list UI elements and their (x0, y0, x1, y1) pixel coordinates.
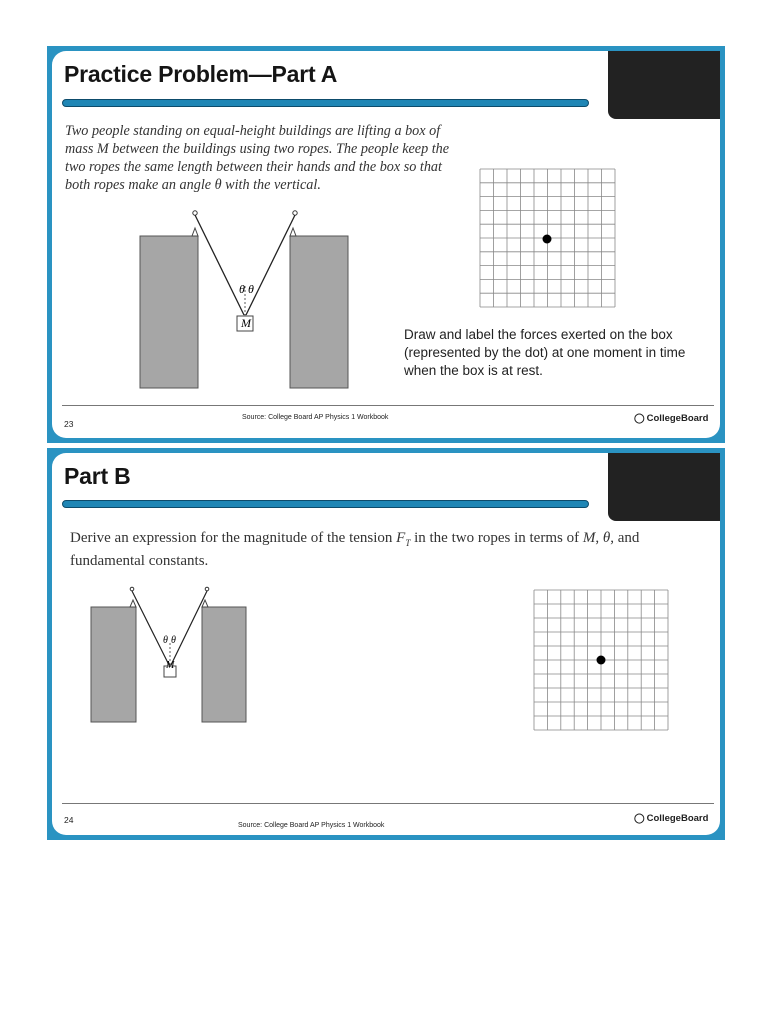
tension-subscript: T (405, 538, 411, 548)
slide-title: Part B (64, 463, 131, 489)
left-building (91, 607, 136, 722)
corner-block (608, 453, 720, 521)
page-number: 24 (64, 815, 74, 825)
problem-prompt (70, 529, 670, 570)
corner-block (608, 51, 720, 119)
collegeboard-logo (634, 813, 708, 824)
slide-title: Practice Problem—Part A (64, 61, 338, 87)
slide-body (52, 51, 720, 438)
left-person (130, 600, 136, 607)
prompt-text-c: , and (610, 530, 640, 546)
buildings-diagram (132, 206, 362, 396)
angle-label-right: θ (171, 635, 176, 646)
left-rope (132, 591, 169, 665)
collegeboard-logo (634, 413, 708, 424)
slide-part-a (47, 46, 725, 443)
box-label: M (241, 316, 251, 330)
right-building (202, 607, 246, 722)
page-number: 23 (64, 419, 74, 429)
left-building (140, 236, 198, 388)
title-underline (62, 500, 589, 508)
footer-divider (62, 405, 714, 406)
logo-text: CollegeBoard (646, 413, 709, 424)
acorn-icon: ◯ (634, 413, 645, 424)
comma: , (595, 530, 603, 546)
acorn-icon: ◯ (634, 813, 645, 824)
instruction-text: Draw and label the forces exerted on the box (represented by the dot) at one moment in time when the box is at rest. (404, 327, 686, 378)
right-person (202, 600, 208, 607)
right-building (290, 236, 348, 388)
prompt-text-a: Derive an expression for the magnitude of the tension (70, 530, 397, 546)
left-rope (195, 215, 244, 315)
problem-prompt: Two people standing on equal-height buildings are lifting a box of mass M between the buildings using two ropes. The people keep the two ropes the same length between their hands and the box so that both ropes make an angle θ with the vertical. (65, 123, 450, 193)
left-person (192, 228, 198, 236)
angle-label-right: θ (248, 282, 254, 296)
right-person (290, 228, 296, 236)
footer-divider (62, 803, 714, 804)
mass-symbol: M (582, 530, 596, 546)
title-underline (62, 99, 589, 107)
source-text: Source: College Board AP Physics 1 Workbook (242, 414, 389, 421)
prompt-text-b: in the two ropes in terms of (410, 530, 583, 546)
slide-part-b (47, 448, 725, 840)
theta-symbol: θ (602, 530, 611, 546)
tension-symbol: F (396, 530, 406, 546)
angle-label-left: θ (163, 635, 168, 646)
slide-body (52, 453, 720, 835)
force-grid (480, 169, 620, 309)
box-dot-icon (597, 656, 606, 665)
logo-text: CollegeBoard (646, 813, 709, 824)
prompt-text-d: fundamental constants. (70, 553, 209, 569)
right-rope (246, 215, 295, 315)
box-label: M (166, 660, 175, 671)
box-dot-icon (543, 235, 552, 244)
angle-label-left: θ (239, 282, 245, 296)
source-text: Source: College Board AP Physics 1 Workbook (238, 822, 385, 829)
buildings-diagram (88, 583, 258, 723)
force-grid (534, 590, 670, 730)
